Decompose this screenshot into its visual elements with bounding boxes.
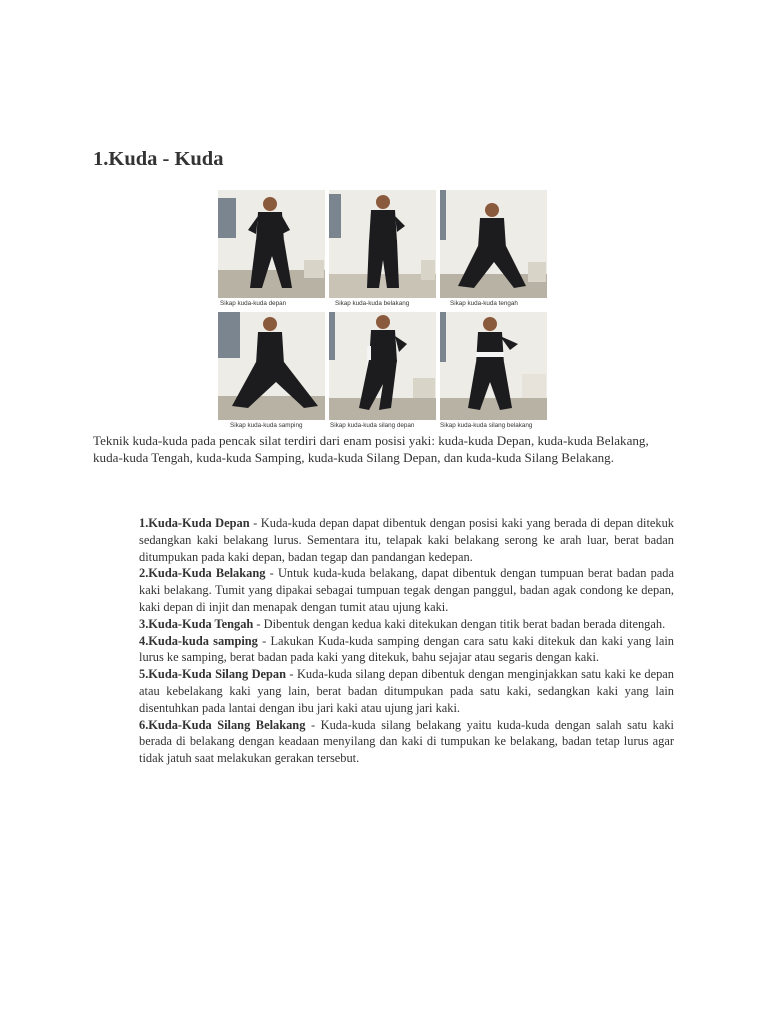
caption-kuda-samping: Sikap kuda-kuda samping	[230, 422, 303, 429]
photo-kuda-samping	[218, 312, 325, 420]
list-item-text: - Untuk kuda-kuda belakang, dapat dibentuk dengan tumpuan berat badan pada kaki belakang. Tumit yang dipakai sebagai tumpuan tegak dengan panggul, badan agak condong ke depan, kaki depan di injit dan menapak dengan tumit atau ujung kaki.	[139, 566, 674, 614]
photo-kuda-silang-depan	[329, 312, 436, 420]
stance-depan-illustration	[218, 190, 325, 298]
list-item-text: - Kuda-kuda silang belakang yaitu kuda-kuda dengan salah satu kaki berada di belakang dengan keadaan menyilang dan kaki di tumpukan ke belakang, badan tetap lurus agar tidak jatuh saat melakukan gerakan tersebut.	[139, 717, 674, 766]
list-item	[139, 717, 674, 767]
caption-kuda-tengah: Sikap kuda-kuda tengah	[450, 300, 518, 307]
photo-kuda-depan	[218, 190, 325, 298]
stance-belakang-illustration	[329, 190, 436, 298]
list-item	[139, 633, 674, 667]
stance-tengah-illustration	[440, 190, 547, 298]
stance-list	[139, 515, 674, 767]
caption-kuda-silang-depan: Sikap kuda-kuda silang depan	[330, 422, 415, 429]
photo-kuda-silang-belakang	[440, 312, 547, 420]
list-item-term: 4.Kuda-kuda samping	[139, 633, 258, 648]
list-item-term: 6.Kuda-Kuda Silang Belakang	[139, 717, 306, 732]
list-item-text: - Dibentuk dengan kedua kaki ditekukan dengan titik berat badan berada ditengah.	[253, 616, 666, 631]
intro-paragraph: Teknik kuda-kuda pada pencak silat terdiri dari enam posisi yaki: kuda-kuda Depan, kuda-kuda Belakang, kuda-kuda Tengah, kuda-kuda Samping, kuda-kuda Silang Depan, dan kuda-kuda Silang Belakang.	[93, 433, 649, 465]
list-item-text: - Kuda-kuda depan dapat dibentuk dengan posisi kaki yang berada di depan ditekuk sedangkan kaki belakang lurus. Sementara itu, telapak kaki belakang serong ke arah luar, berat badan ditumpukan pada kaki depan, badan tegap dan pandangan kedepan.	[139, 516, 674, 564]
caption-kuda-belakang: Sikap kuda-kuda belakang	[335, 300, 410, 307]
photo-kuda-belakang	[329, 190, 436, 298]
list-item	[139, 565, 674, 615]
list-item	[139, 666, 674, 716]
photo-kuda-tengah	[440, 190, 547, 298]
list-item-term: 2.Kuda-Kuda Belakang	[139, 566, 266, 581]
page-title: 1.Kuda - Kuda	[93, 148, 224, 170]
list-item-term: 3.Kuda-Kuda Tengah	[139, 616, 254, 631]
list-item-term: 5.Kuda-Kuda Silang Depan	[139, 667, 286, 682]
stance-photo-grid	[218, 190, 548, 429]
caption-kuda-depan: Sikap kuda-kuda depan	[220, 300, 287, 307]
list-item-text: - Lakukan Kuda-kuda samping dengan cara satu kaki ditekuk dan kaki yang lain lurus ke samping, berat badan pada kaki yang ditekuk, bahu sejajar atau segaris dengan kaki.	[139, 633, 674, 665]
list-item	[139, 515, 674, 565]
stance-silang-depan-illustration	[329, 312, 436, 420]
stance-samping-illustration	[218, 312, 325, 420]
caption-kuda-silang-belakang: Sikap kuda-kuda silang belakang	[440, 422, 533, 429]
list-item-text: - Kuda-kuda silang depan dibentuk dengan menginjakkan satu kaki ke depan atau kebelakang kaki yang lain, berat badan ditumpukan pada satu kaki, sedangkan kaki yang lain disentuhkan pada lantai dengan ibu jari kaki atau ujung jari kaki.	[139, 667, 675, 715]
stance-silang-belakang-illustration	[440, 312, 547, 420]
list-item	[139, 616, 674, 633]
list-item-term: 1.Kuda-Kuda Depan	[139, 516, 250, 530]
